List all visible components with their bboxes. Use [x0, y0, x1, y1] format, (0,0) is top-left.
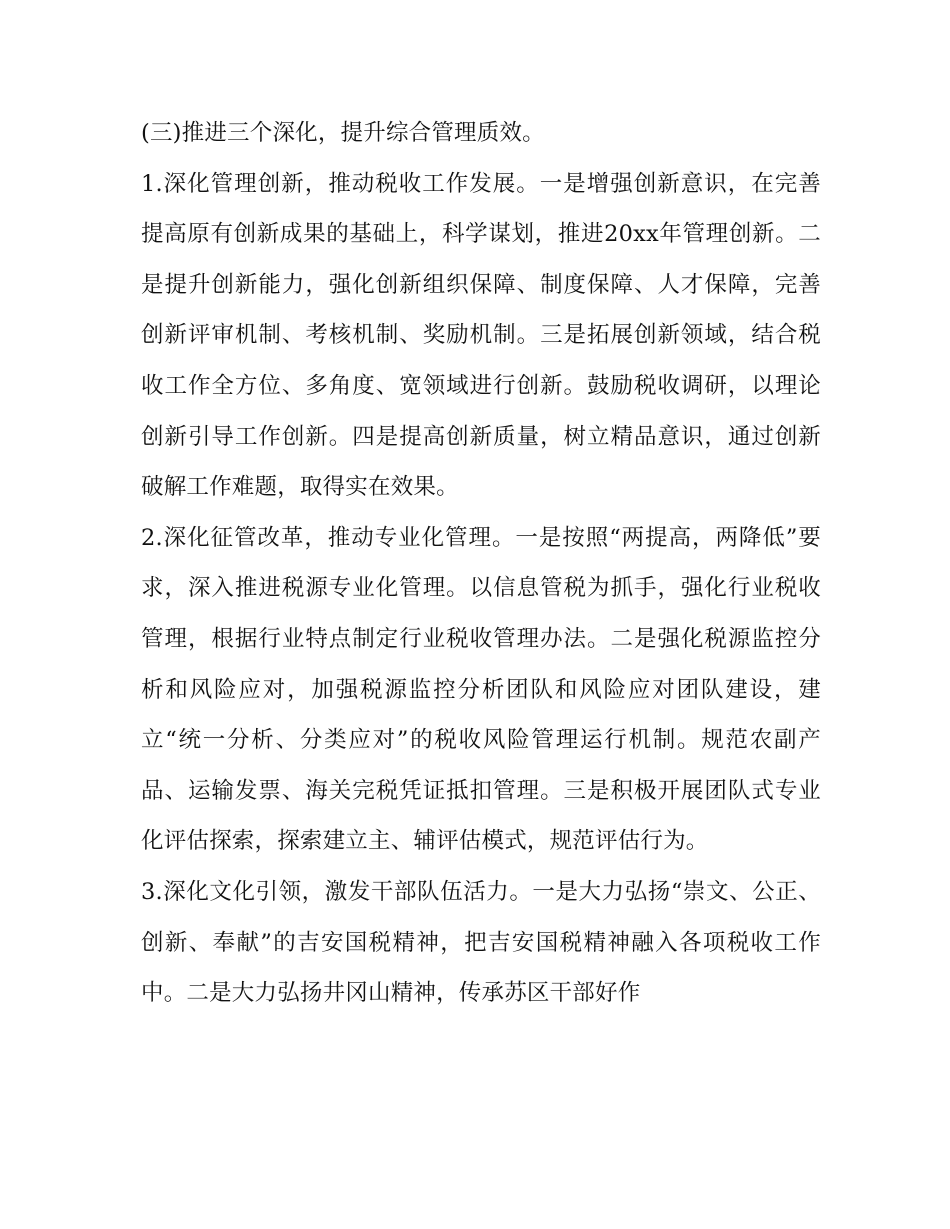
paragraph-collection-reform: 2.深化征管改革，推动专业化管理。一是按照“两提高，两降低”要求，深入推进税源专业化管理。以信息管税为抓手，强化行业税收管理，根据行业特点制定行业税收管理办法。二是强化税源监控分析和风险应对，加强税源监控分析团队和风险应对团队建设，建立“统一分析、分类应对”的税收风险管理运行机制。规范农副产品、运输发票、海关完税凭证抵扣管理。三是积极开展团队式专业化评估探索，探索建立主、辅评估模式，规范评估行为。 [141, 524, 821, 855]
paragraph-cultural-guidance: 3.深化文化引领，激发干部队伍活力。一是大力弘扬“崇文、公正、创新、奉献”的吉安国税精神，把吉安国税精神融入各项税收工作中。二是大力弘扬井冈山精神，传承苏区干部好作 [141, 878, 821, 1007]
paragraph-management-innovation: 1.深化管理创新，推动税收工作发展。一是增强创新意识，在完善提高原有创新成果的基础上，科学谋划，推进20xx年管理创新。二是提升创新能力，强化创新组织保障、制度保障、人才保障，完善创新评审机制、考核机制、奖励机制。三是拓展创新领域，结合税收工作全方位、多角度、宽领域进行创新。鼓励税收调研，以理论创新引导工作创新。四是提高创新质量，树立精品意识，通过创新破解工作难题，取得实在效果。 [141, 170, 821, 501]
document-body [141, 108, 821, 1019]
section-heading: (三)推进三个深化，提升综合管理质效。 [141, 120, 545, 146]
